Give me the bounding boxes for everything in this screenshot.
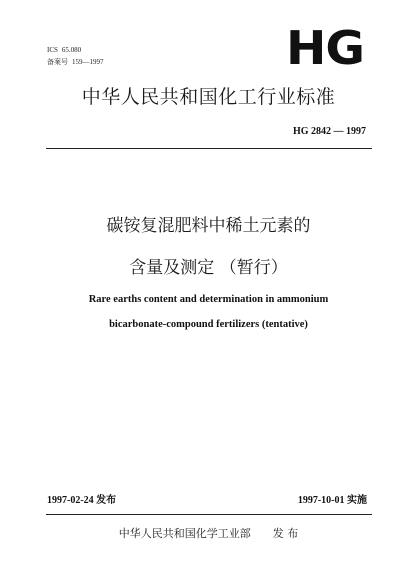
classification-block [47,44,104,68]
issuing-organization: 中华人民共和国化学工业部 [118,527,251,540]
chinese-title-line-2: 含量及测定 （暂行） [129,258,288,278]
english-title-line-2: bicarbonate-compound fertilizers (tentative) [109,319,308,330]
record-row [47,56,104,68]
standard-number: HG 2842 — 1997 [292,126,366,137]
bottom-divider [46,514,372,515]
issuer-line [0,527,417,541]
issue-date: 1997-02-24 发布 [47,495,117,506]
record-value: 159—1997 [72,58,104,66]
chinese-title-line-1: 碳铵复混肥料中稀土元素的 [106,216,311,236]
ics-label: ICS [47,46,58,54]
ics-row [47,44,104,56]
standard-category-title: 中华人民共和国化工行业标准 [81,86,336,108]
effective-date: 1997-10-01 实施 [297,495,367,506]
hg-logo: HG [286,21,364,75]
record-label: 备案号 [47,58,68,66]
issue-action: 发 布 [272,527,299,540]
english-title-line-1: Rare earths content and determination in ammonium [88,294,329,305]
ics-value: 65.080 [61,46,82,54]
top-divider [46,148,372,149]
